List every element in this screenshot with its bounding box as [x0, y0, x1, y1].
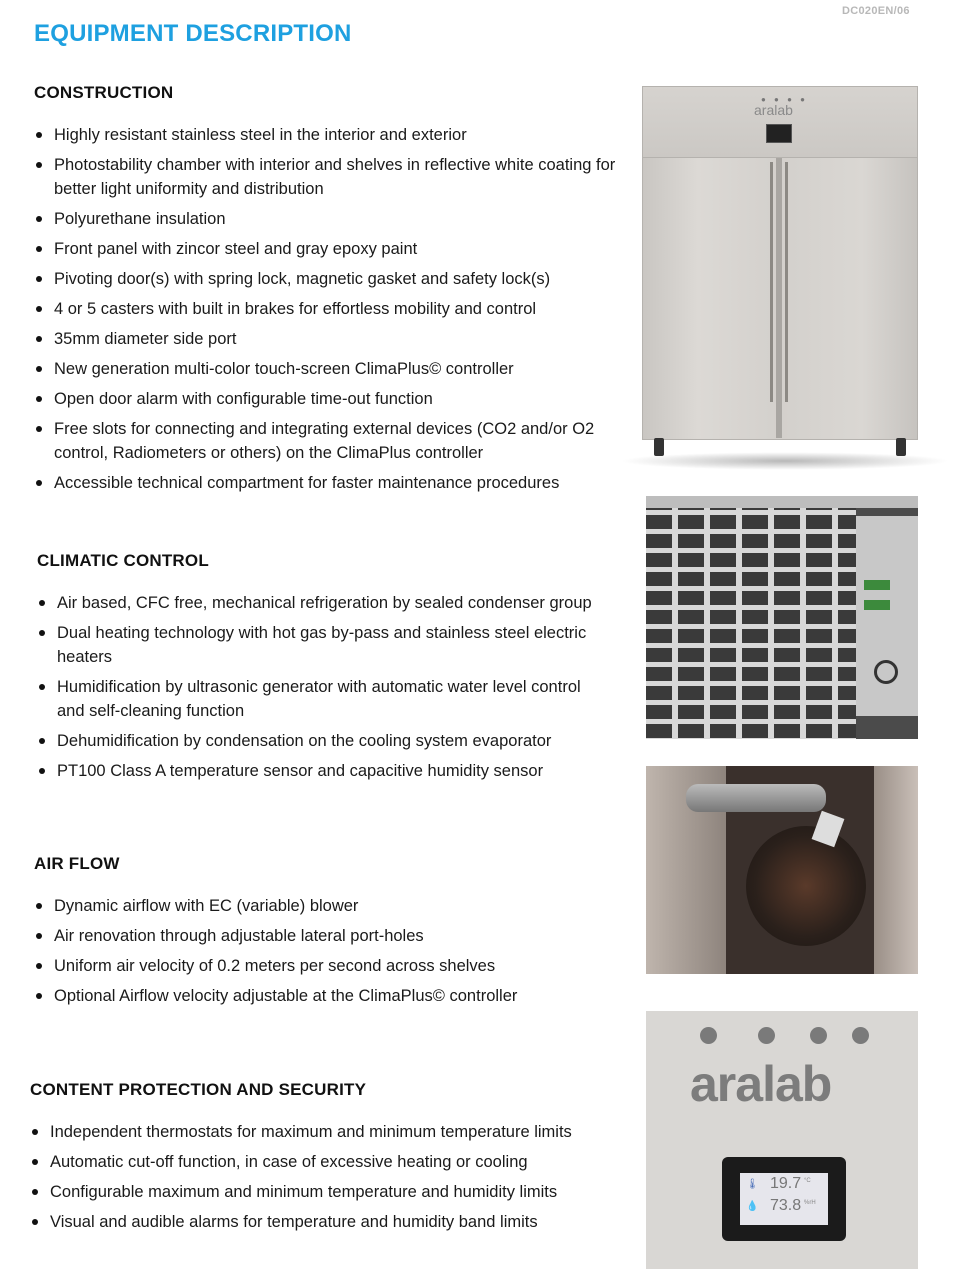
list-item: Free slots for connecting and integrating external devices (CO2 and/or O2 control, Radiometers or others) on the ClimaPlus controller — [34, 417, 624, 465]
section-heading: AIR FLOW — [34, 854, 120, 873]
door-split — [776, 158, 782, 438]
ec-blower — [746, 826, 866, 946]
section-heading: CONTENT PROTECTION AND SECURITY — [30, 1080, 367, 1099]
interior-grid-photo — [646, 496, 918, 739]
list-item: 4 or 5 casters with built in brakes for effortless mobility and control — [34, 297, 624, 321]
logo-dot — [700, 1027, 717, 1044]
brand-dots: ● ● ● ● — [761, 95, 808, 104]
section-heading: CLIMATIC CONTROL — [37, 551, 209, 570]
list-item: 35mm diameter side port — [34, 327, 624, 351]
side-port — [874, 660, 898, 684]
cable-gland — [686, 784, 826, 812]
section-construction — [34, 83, 624, 501]
list-item: Visual and audible alarms for temperature and humidity band limits — [30, 1210, 630, 1234]
list-item: Highly resistant stainless steel in the interior and exterior — [34, 123, 624, 147]
controller-screen — [766, 124, 792, 143]
list-item: PT100 Class A temperature sensor and capacitive humidity sensor — [37, 759, 612, 783]
section-heading: CONSTRUCTION — [34, 83, 174, 102]
document-code: DC020EN/06 — [842, 5, 910, 17]
list-item: Optional Airflow velocity adjustable at the ClimaPlus© controller — [34, 984, 624, 1008]
list-item: Open door alarm with configurable time-out function — [34, 387, 624, 411]
chamber-photo — [620, 82, 950, 477]
caster-right — [896, 438, 906, 456]
humidity-readout: 73.8 — [770, 1197, 802, 1214]
touch-screen-controller — [722, 1157, 846, 1241]
list-item: Automatic cut-off function, in case of excessive heating or cooling — [30, 1150, 630, 1174]
section-climatic-control — [37, 551, 612, 789]
caster-left — [654, 438, 664, 456]
bullet-list — [30, 1120, 630, 1234]
bullet-list — [34, 894, 624, 1008]
logo-dot — [810, 1027, 827, 1044]
logo-dot — [852, 1027, 869, 1044]
controller-display — [740, 1173, 828, 1225]
humidity-icon: 💧 — [746, 1201, 759, 1212]
bullet-list — [37, 591, 612, 783]
list-item: Air renovation through adjustable lateral port-holes — [34, 924, 624, 948]
top-rail — [646, 496, 918, 508]
list-item: Accessible technical compartment for faster maintenance procedures — [34, 471, 624, 495]
controller-panel-photo — [646, 1011, 918, 1269]
temperature-readout: 19.7 — [770, 1175, 802, 1192]
list-item: Independent thermostats for maximum and minimum temperature limits — [30, 1120, 630, 1144]
connector-block — [864, 600, 890, 610]
list-item: Front panel with zincor steel and gray epoxy paint — [34, 237, 624, 261]
list-item: Configurable maximum and minimum temperature and humidity limits — [30, 1180, 630, 1204]
cabinet-logo: aralab — [754, 102, 793, 118]
list-item: Polyurethane insulation — [34, 207, 624, 231]
humidity-unit: %rH — [804, 1200, 816, 1206]
page-title: EQUIPMENT DESCRIPTION — [34, 20, 352, 47]
panel-logo: aralab — [690, 1056, 832, 1112]
list-item: Pivoting door(s) with spring lock, magnetic gasket and safety lock(s) — [34, 267, 624, 291]
connector-block — [864, 580, 890, 590]
list-item: Uniform air velocity of 0.2 meters per second across shelves — [34, 954, 624, 978]
section-content-protection — [30, 1080, 630, 1240]
compartment-wall — [874, 766, 918, 974]
side-panel — [856, 516, 918, 716]
list-item: New generation multi-color touch-screen ClimaPlus© controller — [34, 357, 624, 381]
list-item: Dynamic airflow with EC (variable) blower — [34, 894, 624, 918]
bullet-list — [34, 123, 624, 495]
section-air-flow — [34, 854, 624, 1014]
temperature-unit: °C — [804, 1178, 811, 1184]
list-item: Dehumidification by condensation on the cooling system evaporator — [37, 729, 612, 753]
list-item: Photostability chamber with interior and shelves in reflective white coating for better light uniformity and distribution — [34, 153, 624, 201]
door-handle-left — [770, 162, 773, 402]
list-item: Dual heating technology with hot gas by-pass and stainless steel electric heaters — [37, 621, 612, 669]
thermometer-icon: 🌡 — [746, 1179, 759, 1190]
shelf-grid — [646, 496, 856, 739]
list-item: Air based, CFC free, mechanical refrigeration by sealed condenser group — [37, 591, 612, 615]
list-item: Humidification by ultrasonic generator with automatic water level control and self-cleaning function — [37, 675, 612, 723]
blower-photo — [646, 766, 918, 974]
door-handle-right — [785, 162, 788, 402]
logo-dot — [758, 1027, 775, 1044]
